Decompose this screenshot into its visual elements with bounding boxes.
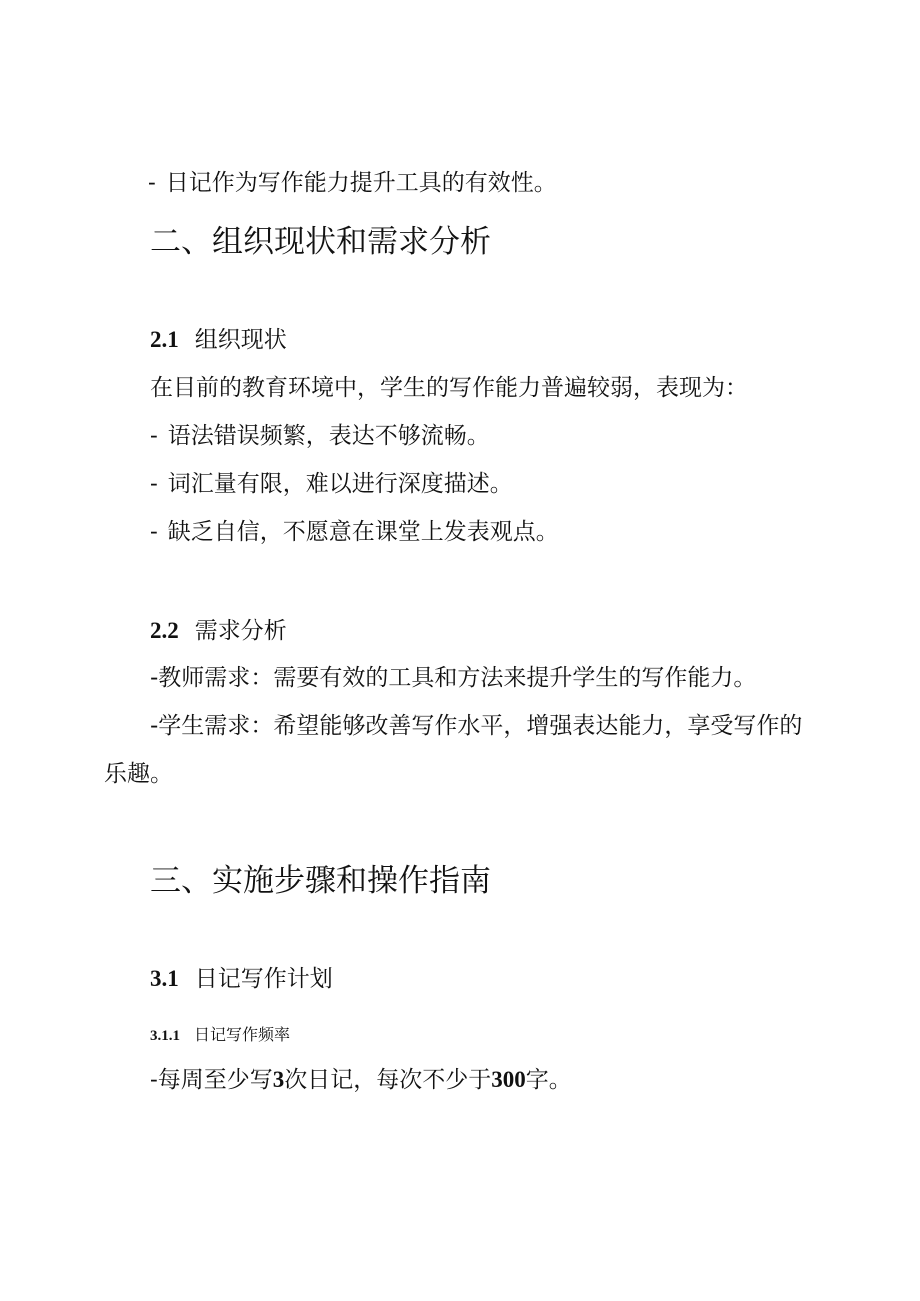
subsection-number: 3.1 bbox=[150, 966, 179, 991]
list-dash: - bbox=[150, 519, 158, 545]
list-item bbox=[150, 425, 490, 448]
list-item bbox=[150, 521, 559, 544]
diary-frequency-line bbox=[150, 1068, 572, 1092]
intro-list-item bbox=[148, 172, 557, 195]
list-item-text: 缺乏自信，不愿意在课堂上发表观点。 bbox=[167, 519, 559, 545]
frequency-middle: 次日记，每次不少于 bbox=[284, 1067, 492, 1093]
subsubsection-number: 3.1.1 bbox=[150, 1028, 180, 1044]
subsection-heading-3-1 bbox=[150, 967, 333, 991]
list-dash: - bbox=[150, 423, 158, 449]
subsection-number: 2.2 bbox=[150, 618, 179, 643]
subsection-title: 日记写作计划 bbox=[194, 966, 333, 992]
list-item bbox=[150, 473, 513, 496]
teacher-needs-label: -教师需求 bbox=[150, 665, 251, 691]
list-dash: - bbox=[150, 471, 158, 497]
subsection-heading-2-1 bbox=[150, 328, 287, 352]
frequency-suffix: 字。 bbox=[525, 1067, 572, 1093]
student-needs-continuation: 乐趣。 bbox=[104, 761, 173, 787]
word-count: 300 bbox=[491, 1067, 526, 1092]
teacher-needs-line bbox=[150, 667, 756, 690]
list-item-text: 语法错误频繁，表达不够流畅。 bbox=[167, 423, 490, 449]
list-item-text: 词汇量有限，难以进行深度描述。 bbox=[167, 471, 513, 497]
list-item-text: 日记作为写作能力提升工具的有效性。 bbox=[165, 170, 557, 196]
subsubsection-title: 日记写作频率 bbox=[194, 1025, 291, 1044]
frequency-prefix: -每周至少写 bbox=[150, 1067, 273, 1093]
student-needs-text: ：希望能够改善写作水平，增强表达能力，享受写作的 bbox=[250, 713, 803, 739]
subsubsection-heading-3-1-1 bbox=[150, 1027, 290, 1044]
subsection-title: 组织现状 bbox=[194, 327, 287, 353]
student-needs-line bbox=[150, 715, 802, 738]
section-heading-2: 二、组织现状和需求分析 bbox=[150, 224, 491, 260]
paragraph: 在目前的教育环境中，学生的写作能力普遍较弱，表现为： bbox=[150, 375, 748, 401]
section-heading-3: 三、实施步骤和操作指南 bbox=[150, 863, 491, 899]
subsection-number: 2.1 bbox=[150, 327, 179, 352]
subsection-title: 需求分析 bbox=[194, 618, 287, 644]
teacher-needs-text: ：需要有效的工具和方法来提升学生的写作能力。 bbox=[250, 665, 757, 691]
subsection-heading-2-2 bbox=[150, 619, 287, 643]
diary-count: 3 bbox=[272, 1067, 285, 1092]
student-needs-label: -学生需求 bbox=[150, 713, 251, 739]
list-dash: - bbox=[148, 170, 156, 196]
